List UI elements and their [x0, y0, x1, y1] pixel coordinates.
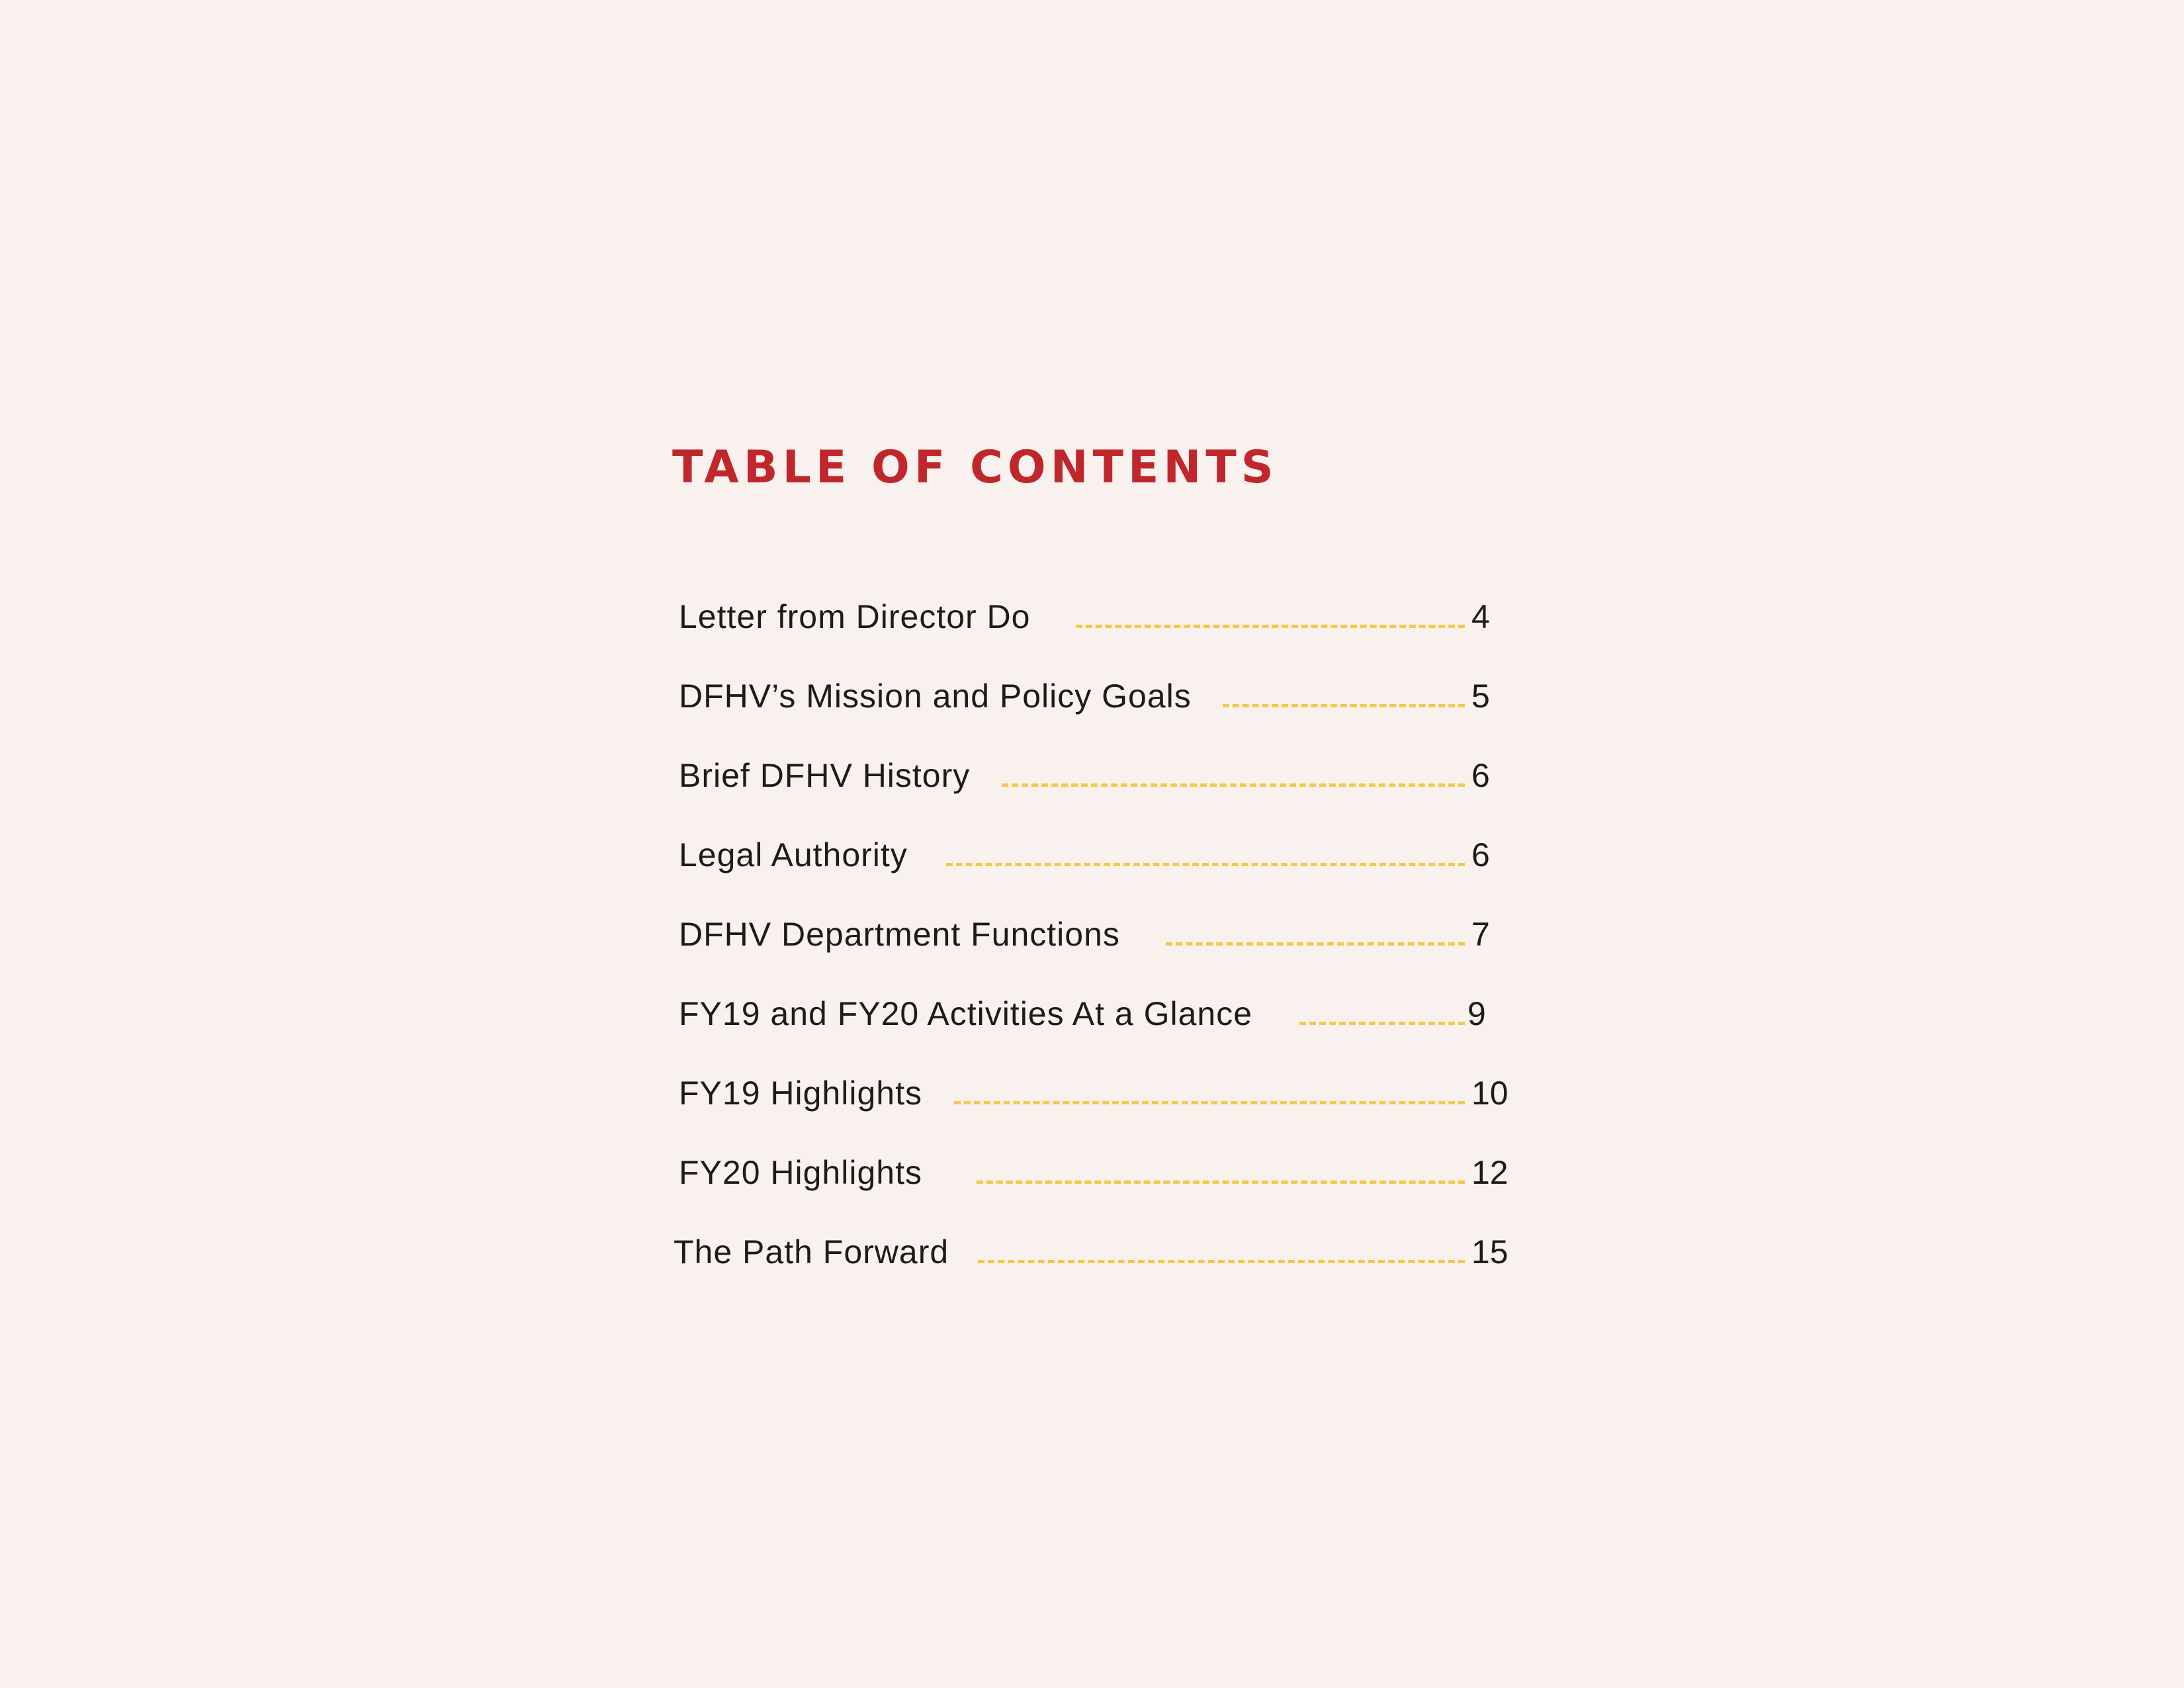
dotted-leader: [1002, 783, 1465, 787]
toc-entry-page: 10: [1471, 1075, 1508, 1112]
toc-entry-page: 9: [1467, 995, 1486, 1032]
dotted-leader: [1076, 625, 1465, 628]
dotted-leader: [946, 863, 1465, 866]
toc-entry-fy19-highlights[interactable]: [670, 1067, 1530, 1120]
toc-entry-legal-authority[interactable]: [670, 828, 1530, 881]
toc-entry-label: Letter from Director Do: [679, 598, 1031, 635]
toc-entry-label: The Path Forward: [674, 1233, 949, 1270]
toc-entry-page: 15: [1471, 1233, 1508, 1270]
toc-title: TABLE OF CONTENTS: [672, 441, 1278, 494]
toc-entry-page: 6: [1471, 836, 1490, 873]
toc-entry-department-functions[interactable]: [670, 908, 1530, 961]
toc-entry-mission-and-policy-goals[interactable]: [670, 670, 1530, 723]
toc-entry-label: DFHV’s Mission and Policy Goals: [679, 678, 1192, 715]
dotted-leader: [954, 1101, 1465, 1104]
toc-entry-page: 5: [1471, 678, 1490, 715]
toc-entry-label: DFHV Department Functions: [679, 916, 1120, 953]
toc-entry-brief-history[interactable]: [670, 749, 1530, 802]
toc-entry-label: FY20 Highlights: [679, 1154, 922, 1191]
toc-entry-the-path-forward[interactable]: [670, 1225, 1530, 1278]
dotted-leader: [1223, 704, 1465, 707]
dotted-leader: [1166, 942, 1465, 946]
dotted-leader: [1299, 1022, 1465, 1025]
dotted-leader: [978, 1260, 1465, 1263]
toc-entry-activities-at-a-glance[interactable]: [670, 987, 1530, 1040]
toc-entry-letter-from-director[interactable]: [670, 590, 1530, 643]
toc-entry-page: 7: [1471, 916, 1490, 953]
toc-entry-label: Brief DFHV History: [679, 757, 971, 794]
toc-entry-page: 4: [1471, 598, 1490, 635]
toc-entry-label: Legal Authority: [679, 836, 908, 873]
dotted-leader: [977, 1180, 1465, 1184]
toc-entry-label: FY19 Highlights: [679, 1075, 922, 1112]
toc-entry-page: 6: [1471, 757, 1490, 794]
toc-entry-label: FY19 and FY20 Activities At a Glance: [679, 995, 1253, 1032]
toc-entry-page: 12: [1471, 1154, 1508, 1191]
toc-entry-fy20-highlights[interactable]: [670, 1146, 1530, 1199]
